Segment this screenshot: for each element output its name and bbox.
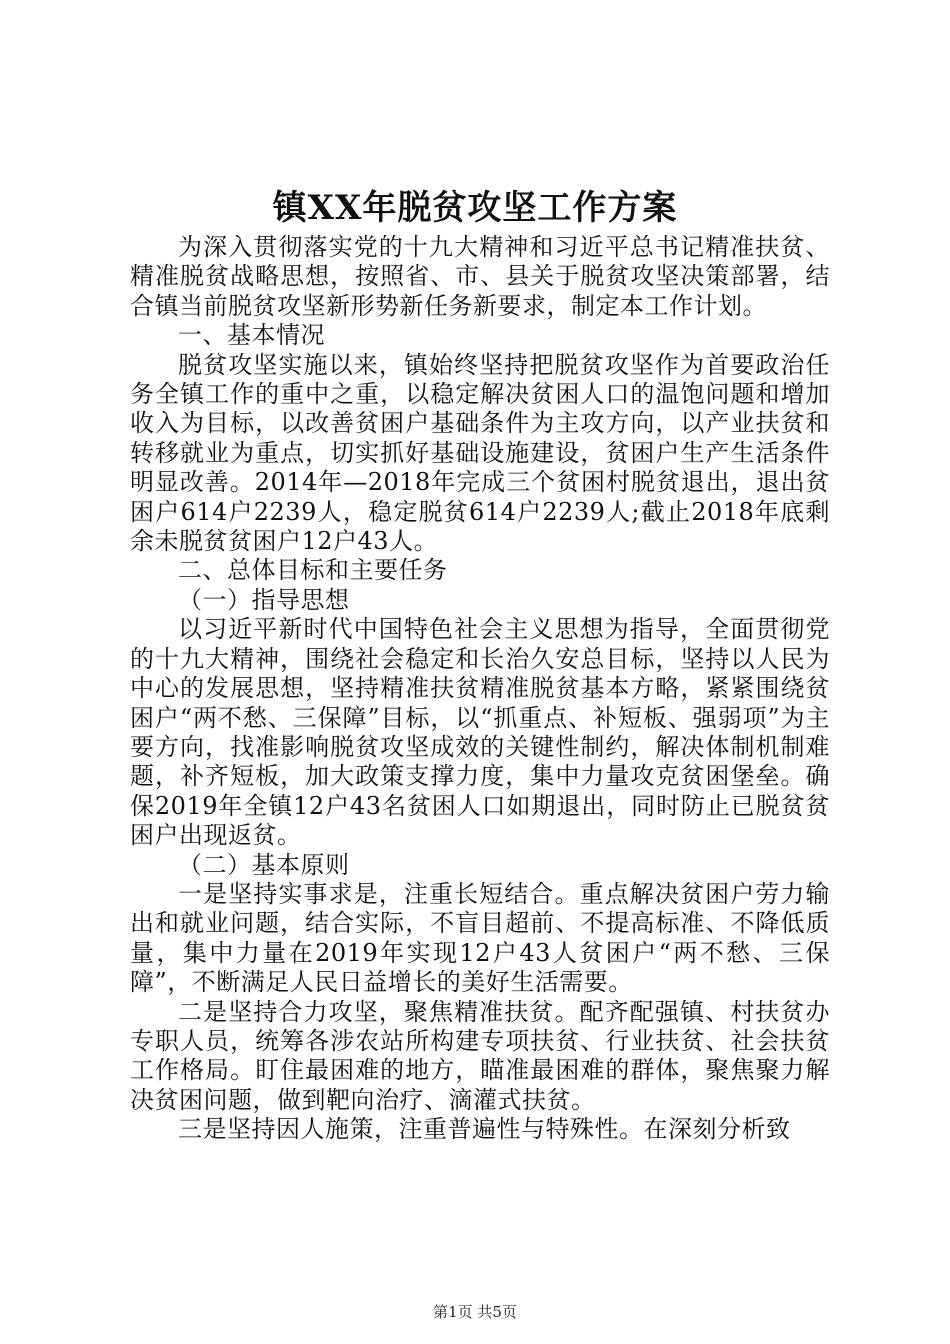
section-heading-basic-situation: 一、基本情况: [178, 321, 325, 350]
document-body: [130, 233, 830, 1145]
paragraph-basic-situation: 脱贫攻坚实施以来，镇始终坚持把脱贫攻坚作为首要政治任务全镇工作的重中之重，以稳定解决贫困人口的温饱问题和增加收入为目标，以改善贫困户基础条件为主攻方向，以产业扶贫和转移就业为重点，切实抓好基础设施建设，贫困户生产生活条件明显改善。2014年—2018年完成三个贫困村脱贫退出，退出贫困户614户2239人，稳定脱贫614户2239人;截止2018年底剩余未脱贫贫困户12户43人。: [130, 350, 830, 556]
paragraph-guiding-thought: 以习近平新时代中国特色社会主义思想为指导，全面贯彻党的十九大精神，围绕社会稳定和长治久安总目标，坚持以人民为中心的发展思想，坚持精准扶贫精准脱贫基本方略，紧紧围绕贫困户“两不愁、三保障”目标，以“抓重点、补短板、强弱项”为主要方向，找准影响脱贫攻坚成效的关键性制约，解决体制机制难题，补齐短板，加大政策支撑力度，集中力量攻克贫困堡垒。确保2019年全镇12户43名贫困人口如期退出，同时防止已脱贫贫困户出现返贫。: [130, 615, 830, 850]
paragraph-principle-two: 二是坚持合力攻坚，聚焦精准扶贫。配齐配强镇、村扶贫办专职人员，统筹各涉农站所构建专项扶贫、行业扶贫、社会扶贫工作格局。盯住最困难的地方，瞄准最困难的群体，聚焦聚力解决贫困问题，做到靶向治疗、滴灌式扶贫。: [130, 997, 830, 1114]
paragraph-principle-one: 一是坚持实事求是，注重长短结合。重点解决贫困户劳力输出和就业问题，结合实际，不盲目超前、不提高标准、不降低质量，集中力量在2019年实现12户43人贫困户“两不愁、三保障”，不断满足人民日益增长的美好生活需要。: [130, 879, 830, 997]
subsection-heading-guiding-thought: （一）指导思想: [178, 585, 350, 614]
page-number-footer: 第1页 共5页: [433, 1303, 517, 1321]
paragraph-principle-three: 三是坚持因人施策，注重普遍性与特殊性。在深刻分析致: [178, 1115, 791, 1144]
paragraph-intro: 为深入贯彻落实党的十九大精神和习近平总书记精准扶贫、精准脱贫战略思想，按照省、市、县关于脱贫攻坚决策部署，结合镇当前脱贫攻坚新形势新任务新要求，制定本工作计划。: [130, 233, 830, 320]
subsection-heading-basic-principles: （二）基本原则: [178, 850, 350, 879]
section-heading-goals-tasks: 二、总体目标和主要任务: [178, 556, 448, 585]
document-title: 镇XX年脱贫攻坚工作方案: [272, 188, 678, 228]
